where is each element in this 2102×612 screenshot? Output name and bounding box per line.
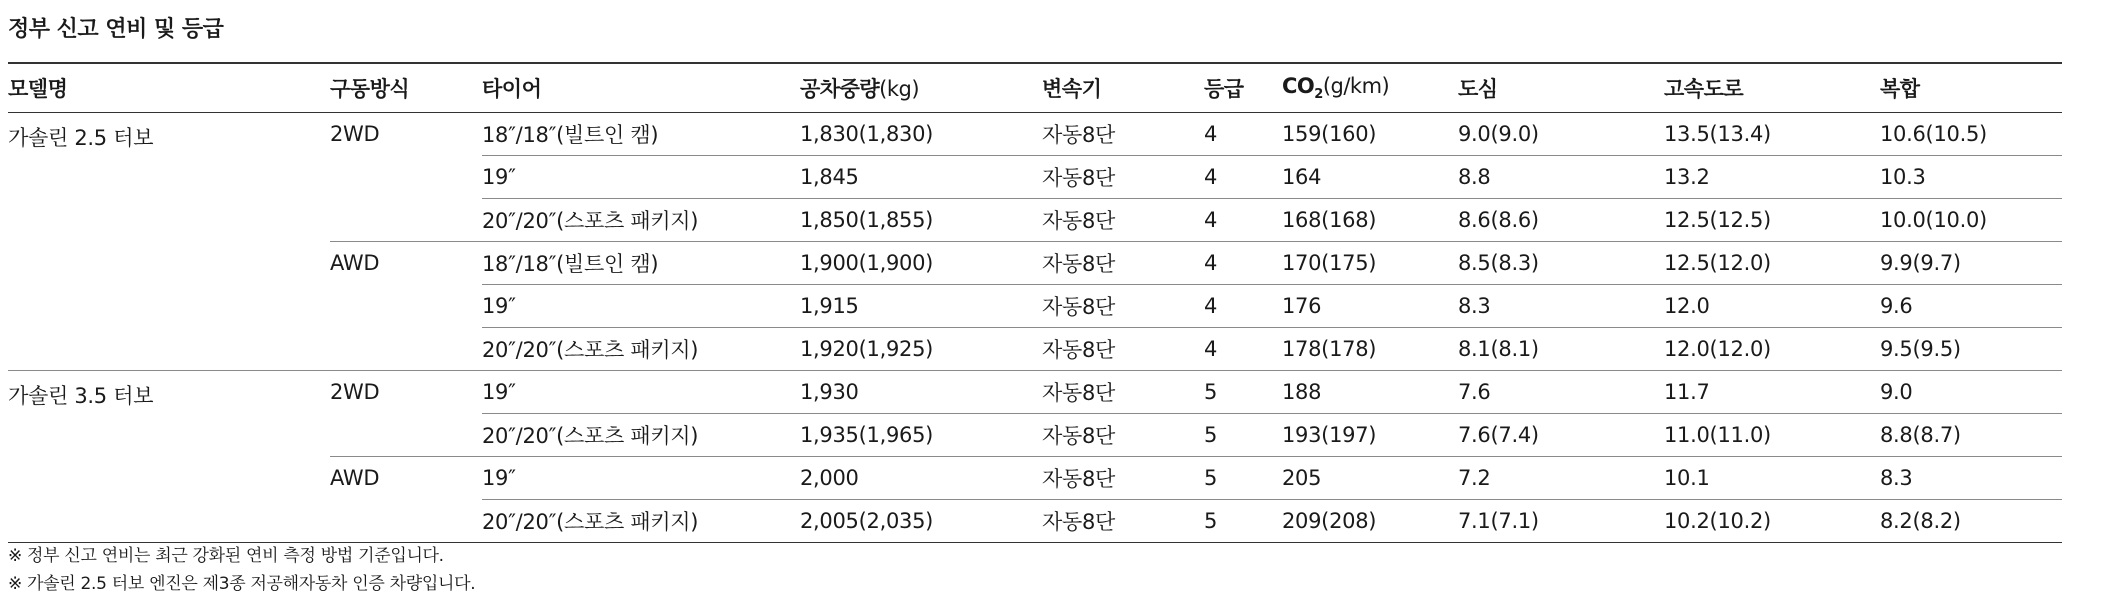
header-tire: 타이어 [482, 63, 800, 113]
header-row [8, 63, 2062, 113]
grade-cell: 4 [1204, 285, 1282, 328]
transmission-cell: 자동8단 [1042, 457, 1204, 500]
weight-cell: 1,845 [800, 156, 1042, 199]
highway-cell: 12.5(12.5) [1664, 199, 1880, 242]
transmission-cell: 자동8단 [1042, 328, 1204, 371]
table-header [8, 63, 2062, 113]
city-cell: 8.8 [1458, 156, 1664, 199]
grade-cell: 4 [1204, 328, 1282, 371]
highway-cell: 11.0(11.0) [1664, 414, 1880, 457]
header-co2-sub: 2 [1314, 87, 1323, 103]
tire-cell: 20″/20″(스포츠 패키지) [482, 414, 800, 457]
fuel-efficiency-table [8, 62, 2062, 543]
combined-cell: 8.3 [1880, 457, 2062, 500]
grade-cell: 5 [1204, 371, 1282, 414]
co2-cell: 168(168) [1282, 199, 1458, 242]
co2-cell: 178(178) [1282, 328, 1458, 371]
city-cell: 7.6 [1458, 371, 1664, 414]
tire-cell: 19″ [482, 285, 800, 328]
tire-cell: 20″/20″(스포츠 패키지) [482, 199, 800, 242]
model-cell: 가솔린 2.5 터보 [8, 113, 330, 371]
tire-cell: 18″/18″(빌트인 캠) [482, 113, 800, 156]
drive-cell: AWD [330, 242, 482, 371]
table-body [8, 113, 2062, 543]
highway-cell: 10.2(10.2) [1664, 500, 1880, 543]
co2-cell: 193(197) [1282, 414, 1458, 457]
weight-cell: 1,935(1,965) [800, 414, 1042, 457]
header-drive: 구동방식 [330, 63, 482, 113]
combined-cell: 10.6(10.5) [1880, 113, 2062, 156]
header-co2-prefix: CO [1282, 73, 1315, 98]
tire-cell: 19″ [482, 156, 800, 199]
weight-cell: 1,850(1,855) [800, 199, 1042, 242]
tire-cell: 18″/18″(빌트인 캠) [482, 242, 800, 285]
drive-cell: AWD [330, 457, 482, 543]
tire-cell: 19″ [482, 371, 800, 414]
weight-cell: 1,830(1,830) [800, 113, 1042, 156]
co2-cell: 209(208) [1282, 500, 1458, 543]
table-row [8, 113, 2062, 156]
combined-cell: 9.9(9.7) [1880, 242, 2062, 285]
tire-cell: 19″ [482, 457, 800, 500]
co2-cell: 159(160) [1282, 113, 1458, 156]
combined-cell: 10.0(10.0) [1880, 199, 2062, 242]
weight-cell: 2,005(2,035) [800, 500, 1042, 543]
combined-cell: 9.0 [1880, 371, 2062, 414]
header-weight [800, 63, 1042, 113]
header-grade: 등급 [1204, 63, 1282, 113]
grade-cell: 5 [1204, 414, 1282, 457]
combined-cell: 10.3 [1880, 156, 2062, 199]
grade-cell: 4 [1204, 242, 1282, 285]
transmission-cell: 자동8단 [1042, 285, 1204, 328]
highway-cell: 11.7 [1664, 371, 1880, 414]
grade-cell: 5 [1204, 457, 1282, 500]
header-co2-unit: (g/km) [1322, 73, 1390, 98]
transmission-cell: 자동8단 [1042, 113, 1204, 156]
footnote: ※ 정부 신고 연비는 최근 강화된 연비 측정 방법 기준입니다. [8, 546, 444, 566]
highway-cell: 13.5(13.4) [1664, 113, 1880, 156]
combined-cell: 8.2(8.2) [1880, 500, 2062, 543]
grade-cell: 5 [1204, 500, 1282, 543]
header-highway: 고속도로 [1664, 63, 1880, 113]
city-cell: 9.0(9.0) [1458, 113, 1664, 156]
transmission-cell: 자동8단 [1042, 371, 1204, 414]
transmission-cell: 자동8단 [1042, 199, 1204, 242]
weight-cell: 1,920(1,925) [800, 328, 1042, 371]
highway-cell: 12.0(12.0) [1664, 328, 1880, 371]
grade-cell: 4 [1204, 156, 1282, 199]
highway-cell: 12.5(12.0) [1664, 242, 1880, 285]
weight-cell: 1,915 [800, 285, 1042, 328]
drive-cell: 2WD [330, 113, 482, 242]
combined-cell: 9.6 [1880, 285, 2062, 328]
co2-cell: 170(175) [1282, 242, 1458, 285]
city-cell: 7.1(7.1) [1458, 500, 1664, 543]
combined-cell: 8.8(8.7) [1880, 414, 2062, 457]
tire-cell: 20″/20″(스포츠 패키지) [482, 328, 800, 371]
city-cell: 8.6(8.6) [1458, 199, 1664, 242]
header-city: 도심 [1458, 63, 1664, 113]
header-weight-label: 공차중량 [800, 77, 880, 101]
model-cell: 가솔린 3.5 터보 [8, 371, 330, 543]
drive-cell: 2WD [330, 371, 482, 457]
weight-cell: 2,000 [800, 457, 1042, 500]
co2-cell: 188 [1282, 371, 1458, 414]
highway-cell: 13.2 [1664, 156, 1880, 199]
combined-cell: 9.5(9.5) [1880, 328, 2062, 371]
header-transmission: 변속기 [1042, 63, 1204, 113]
city-cell: 7.2 [1458, 457, 1664, 500]
tire-cell: 20″/20″(스포츠 패키지) [482, 500, 800, 543]
page-title: 정부 신고 연비 및 등급 [8, 17, 224, 42]
header-co2 [1282, 63, 1458, 113]
co2-cell: 164 [1282, 156, 1458, 199]
header-weight-unit: (kg) [879, 77, 920, 101]
transmission-cell: 자동8단 [1042, 414, 1204, 457]
transmission-cell: 자동8단 [1042, 500, 1204, 543]
footnotes [8, 542, 475, 598]
weight-cell: 1,900(1,900) [800, 242, 1042, 285]
co2-cell: 205 [1282, 457, 1458, 500]
footnote: ※ 가솔린 2.5 터보 엔진은 제3종 저공해자동차 인증 차량입니다. [8, 574, 476, 594]
highway-cell: 12.0 [1664, 285, 1880, 328]
highway-cell: 10.1 [1664, 457, 1880, 500]
table-row [8, 371, 2062, 414]
city-cell: 8.1(8.1) [1458, 328, 1664, 371]
city-cell: 8.3 [1458, 285, 1664, 328]
transmission-cell: 자동8단 [1042, 156, 1204, 199]
city-cell: 8.5(8.3) [1458, 242, 1664, 285]
grade-cell: 4 [1204, 199, 1282, 242]
transmission-cell: 자동8단 [1042, 242, 1204, 285]
co2-cell: 176 [1282, 285, 1458, 328]
header-model: 모델명 [8, 63, 330, 113]
city-cell: 7.6(7.4) [1458, 414, 1664, 457]
grade-cell: 4 [1204, 113, 1282, 156]
header-combined: 복합 [1880, 63, 2062, 113]
weight-cell: 1,930 [800, 371, 1042, 414]
